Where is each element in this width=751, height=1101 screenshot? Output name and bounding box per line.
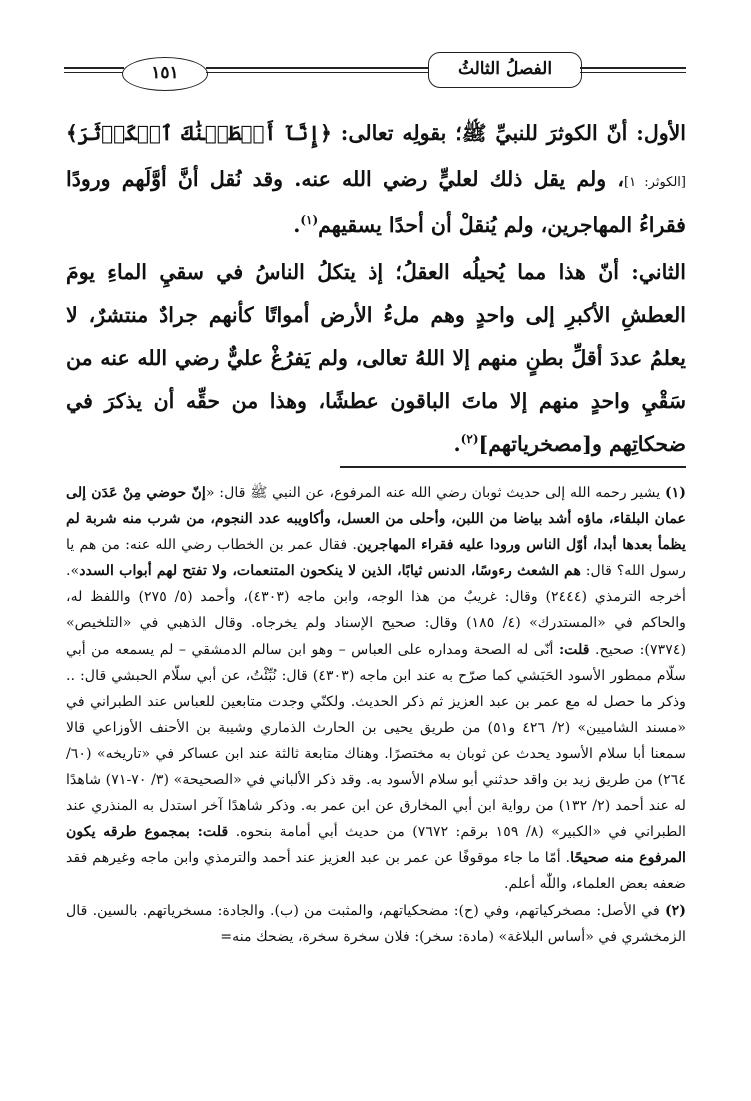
footnote-1-text-b: . فقال عمر بن الخطاب رضي الله عنه: من هم يا رسول الله؟ قال: xyxy=(66,537,686,580)
footnote-1-number: (١) xyxy=(664,485,686,501)
qult-label-2: قلت: xyxy=(197,824,229,841)
page-number: ١٥١ xyxy=(122,57,208,91)
lead-first: الأول: xyxy=(636,121,686,145)
footnote-1-text-a: يشير رحمه الله إلى حديث ثوبان رضي الله عنه المرفوع، عن النبي ﷺ قال: « xyxy=(205,485,665,501)
footnote-1-conclusion: بمجموع طرقه يكون المرفوع منه صحيحًا xyxy=(66,824,686,867)
footnote-ref-1[interactable]: (١) xyxy=(300,213,319,228)
main-text xyxy=(66,112,686,470)
hadith-text-2: هم الشعث رءوسًا، الدنس ثيابًا، الذين لا ينكحون المتنعمات، ولا تفتح لهم أبواب السدد xyxy=(79,563,581,580)
p2-text: أنّ هذا مما يُحيلُه العقلُ؛ إذ يتكلُ الناسُ في سقيِ الماءِ يومَ العطشِ الأكبرِ إلى واحدٍ وهم ملءُ الأرض أمواتًا كأنهم جرادٌ منتشرٌ، لا يعلمُ عددَ أقلِّ بطنٍ منهم إلا اللهُ تعالى، ولم يَفرُغْ عليٌّ رضي الله عنه من سَقْيِ واحدٍ منهم إلا ماتَ الباقون عطشًا، وهذا من حقِّه أن يذكرَ في ضحكاتِهم و[مصخرياتهم] xyxy=(66,260,686,456)
header-rule-left-thin xyxy=(64,72,124,73)
qult-label: قلت: xyxy=(558,641,590,658)
header-rule-middle xyxy=(206,67,428,69)
footnote-1-text-d: أنّى له الصحة ومداره على العباس – وهو ابن سالم الدمشقي – لم يسمعه من أبي سلّام ممطور الأسود الحَبَشي كما صرّح به عند ابن ماجه (٤٣٠٣) قال: نُبِّئْتُ، عن أبي سلّام الحبشي قال: .. وذكر ما حصل له مع عمر بن عبد العزيز ثم ذكر الحديث. ولكنّي وجدت متابعين للعباس عند الطبراني في «مسند الشاميين» (٢/ ٤٢٦ و٥١) من طريق يحيى بن الحارث الذماري وشيبة بن الأحنف الأوزاعي قالا سمعنا أبا سلام الأسود يحدث عن ثوبان به مختصرًا. وهناك متابعة ثالثة عند ابن عساكر في «تاريخه» (٦٠/ ٢٦٤) من طريق زيد بن واقد حدثني أبو سلام الأسود به. وقد ذكر الألباني في «الصحيحة» (٣/ ٧٠-٧١) شاهدًا له عند أحمد (٢/ ١٣٢) من رواية ابن أبي المخارق عن ابن عمر به. وذكر شاهدًا آخر استدل به المنذري عند الطبراني في «الكبير» (٨/ ١٥٩ برقم: ٧٦٧٢) من حديث أبي أمامة بنحوه. xyxy=(66,641,687,841)
header-rule-right-thin xyxy=(580,72,686,73)
paragraph-second xyxy=(66,251,686,466)
header-rule-middle-thin xyxy=(206,72,428,73)
footnote-1-text-c: ». أخرجه الترمذي (٢٤٤٤) وقال: غريبٌ من هذا الوجه، وابن ماجه (٤٣٠٣)، وأحمد (٥/ ٢٧٥) واللفظ له، والحاكم في «المستدرك» (٤/ ١٨٥) وقال: صحيح الإسناد ولم يخرجاه. وقال الذهبي في «التلخيص» (٧٣٧٤): صحيح. xyxy=(66,563,686,658)
quran-verse: ﴿إِنَّآ أَعۡطَيۡنَٰكَ ٱلۡكَوۡثَرَ﴾ xyxy=(66,121,332,145)
p1-end: . xyxy=(293,213,301,237)
verse-citation: [الكوثر: ١] xyxy=(624,175,686,190)
lead-second: الثاني: xyxy=(631,260,686,284)
footnote-ref-2[interactable]: (٢) xyxy=(460,432,479,447)
footnote-separator xyxy=(340,466,686,468)
footnote-1-text-e: . أمّا ما جاء موقوفًا عن عمر بن عبد العزيز عند أحمد والترمذي وابن ماجه وغيرهم فقد ضعفه بعض العلماء، واللّٰه أعلم. xyxy=(66,850,686,893)
footnote-1 xyxy=(66,480,686,898)
footnote-2-number: (٢) xyxy=(664,902,686,919)
hadith-text: إنّ حوضي مِنْ عَدَن إلى عمان البلقاء، ماؤه أشد بياضا من اللبن، وأحلى من العسل، وأكاويبه عدد النجوم، من شرب منه شربة لم يظمأ بعدها أبدا، أوّل الناس ورودا عليه فقراء المهاجرين xyxy=(66,485,686,554)
footnote-2-text: في الأصل: مصخركياتهم، وفي (ح): مضحكياتهم، والمثبت من (ب). والجادة: مسخرياتهم. بالسين. قال الزمخشري في «أساس البلاغة» (مادة: سخر): فلان سخرة سخرة، يضحك منه= xyxy=(66,902,686,945)
p1-text-a: أنّ الكوثرَ للنبيِّ ﷺ؛ بقولِه تعالى: xyxy=(331,121,637,145)
chapter-title: الفصلُ الثالثُ xyxy=(428,52,582,88)
header-rule-left xyxy=(64,67,124,69)
footnotes xyxy=(66,480,686,950)
header-rule-right xyxy=(580,67,686,69)
p1-text-b: ، ولم يقل ذلك لعليٍّ رضي الله عنه. وقد نُقل أنَّ أوَّلَهم ورودًا فقراءُ المهاجرين، ولم يُنقلْ أن أحدًا يسقيهم xyxy=(66,167,686,237)
p2-end: . xyxy=(453,432,461,456)
paragraph-first xyxy=(66,112,686,247)
footnote-2 xyxy=(66,898,686,950)
